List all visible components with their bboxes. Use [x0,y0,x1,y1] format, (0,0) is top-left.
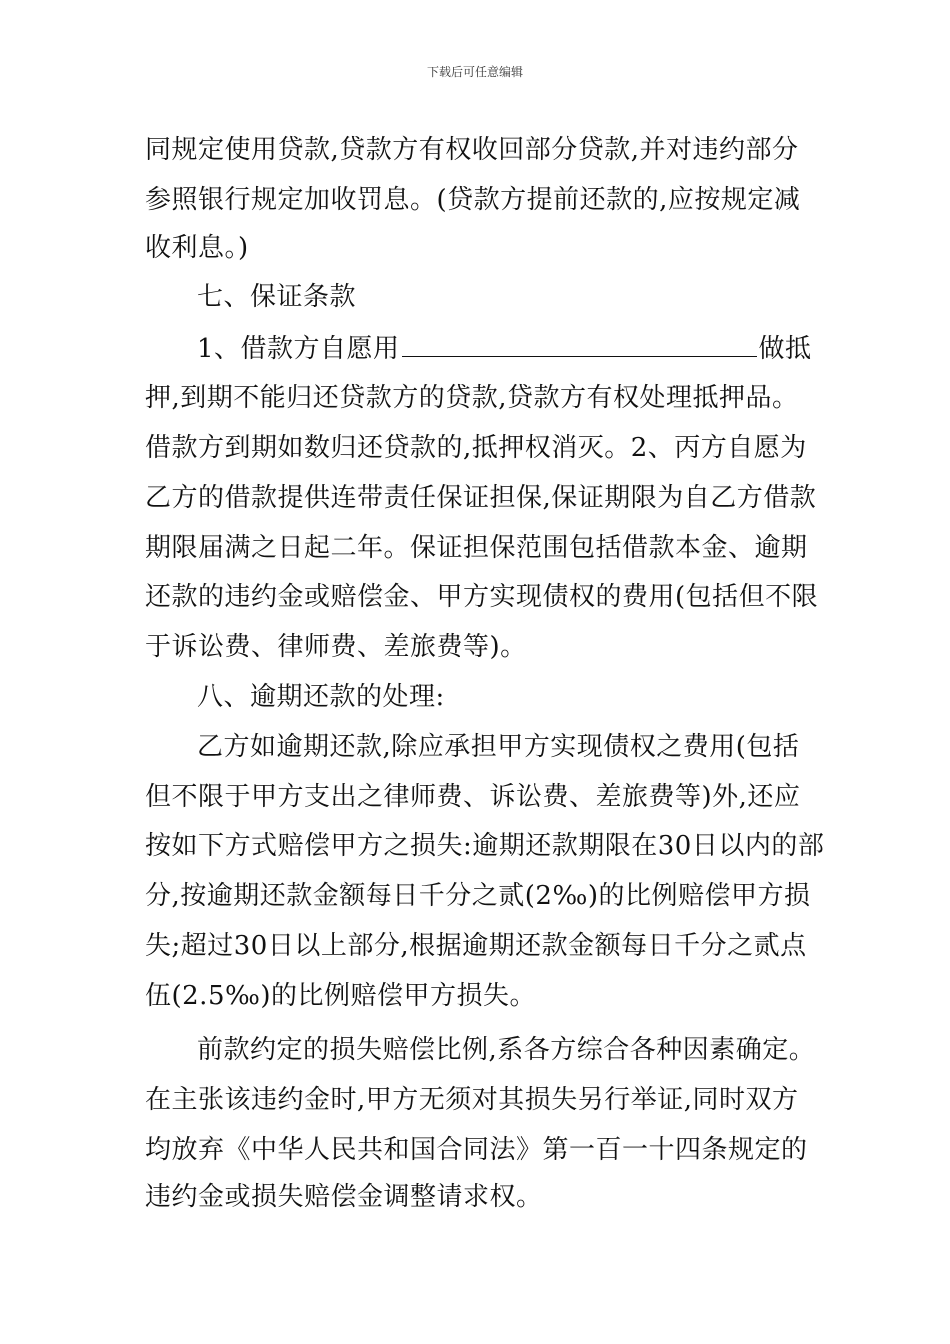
text-line: 期限届满之日起二年。保证担保范围包括借款本金、逾期 [145,533,808,563]
text-segment: 做抵 [758,334,812,364]
page-header-note: 下载后可任意编辑 [426,65,523,79]
text-line: 违约金或损失赔偿金调整请求权。 [145,1182,543,1212]
text-line: 前款约定的损失赔偿比例,系各方综合各种因素确定。 [197,1035,816,1065]
fill-in-blank [402,332,757,357]
text-line: 收利息。) [145,233,249,263]
text-line: 伍(2.5‰)的比例赔偿甲方损失。 [145,981,537,1011]
text-line: 同规定使用贷款,贷款方有权收回部分贷款,并对违约部分 [145,135,799,165]
text-line: 分,按逾期还款金额每日千分之贰(2‰)的比例赔偿甲方损 [145,881,811,911]
text-line: 按如下方式赔偿甲方之损失:逾期还款期限在30日以内的部 [145,831,825,861]
text-line: 失;超过30日以上部分,根据逾期还款金额每日千分之贰点 [145,931,807,961]
text-line: 乙方如逾期还款,除应承担甲方实现债权之费用(包括 [197,732,800,762]
text-line: 均放弃《中华人民共和国合同法》第一百一十四条规定的 [145,1135,808,1165]
text-line: 在主张该违约金时,甲方无须对其损失另行举证,同时双方 [145,1085,799,1115]
text-line: 押,到期不能归还贷款方的贷款,贷款方有权处理抵押品。 [145,383,799,413]
section-heading-overdue: 八、逾期还款的处理: [197,682,445,712]
text-line-with-blank [197,329,877,369]
text-line: 参照银行规定加收罚息。(贷款方提前还款的,应按规定减 [145,185,801,215]
text-line: 于诉讼费、律师费、差旅费等)。 [145,632,527,662]
text-line: 还款的违约金或赔偿金、甲方实现债权的费用(包括但不限 [145,582,819,612]
text-segment: 1、借款方自愿用 [197,334,400,364]
text-line: 但不限于甲方支出之律师费、诉讼费、差旅费等)外,还应 [145,782,801,812]
text-line: 乙方的借款提供连带责任保证担保,保证期限为自乙方借款 [145,483,817,513]
section-heading-guarantee: 七、保证条款 [197,282,357,312]
text-line: 借款方到期如数归还贷款的,抵押权消灭。2、丙方自愿为 [145,433,807,463]
